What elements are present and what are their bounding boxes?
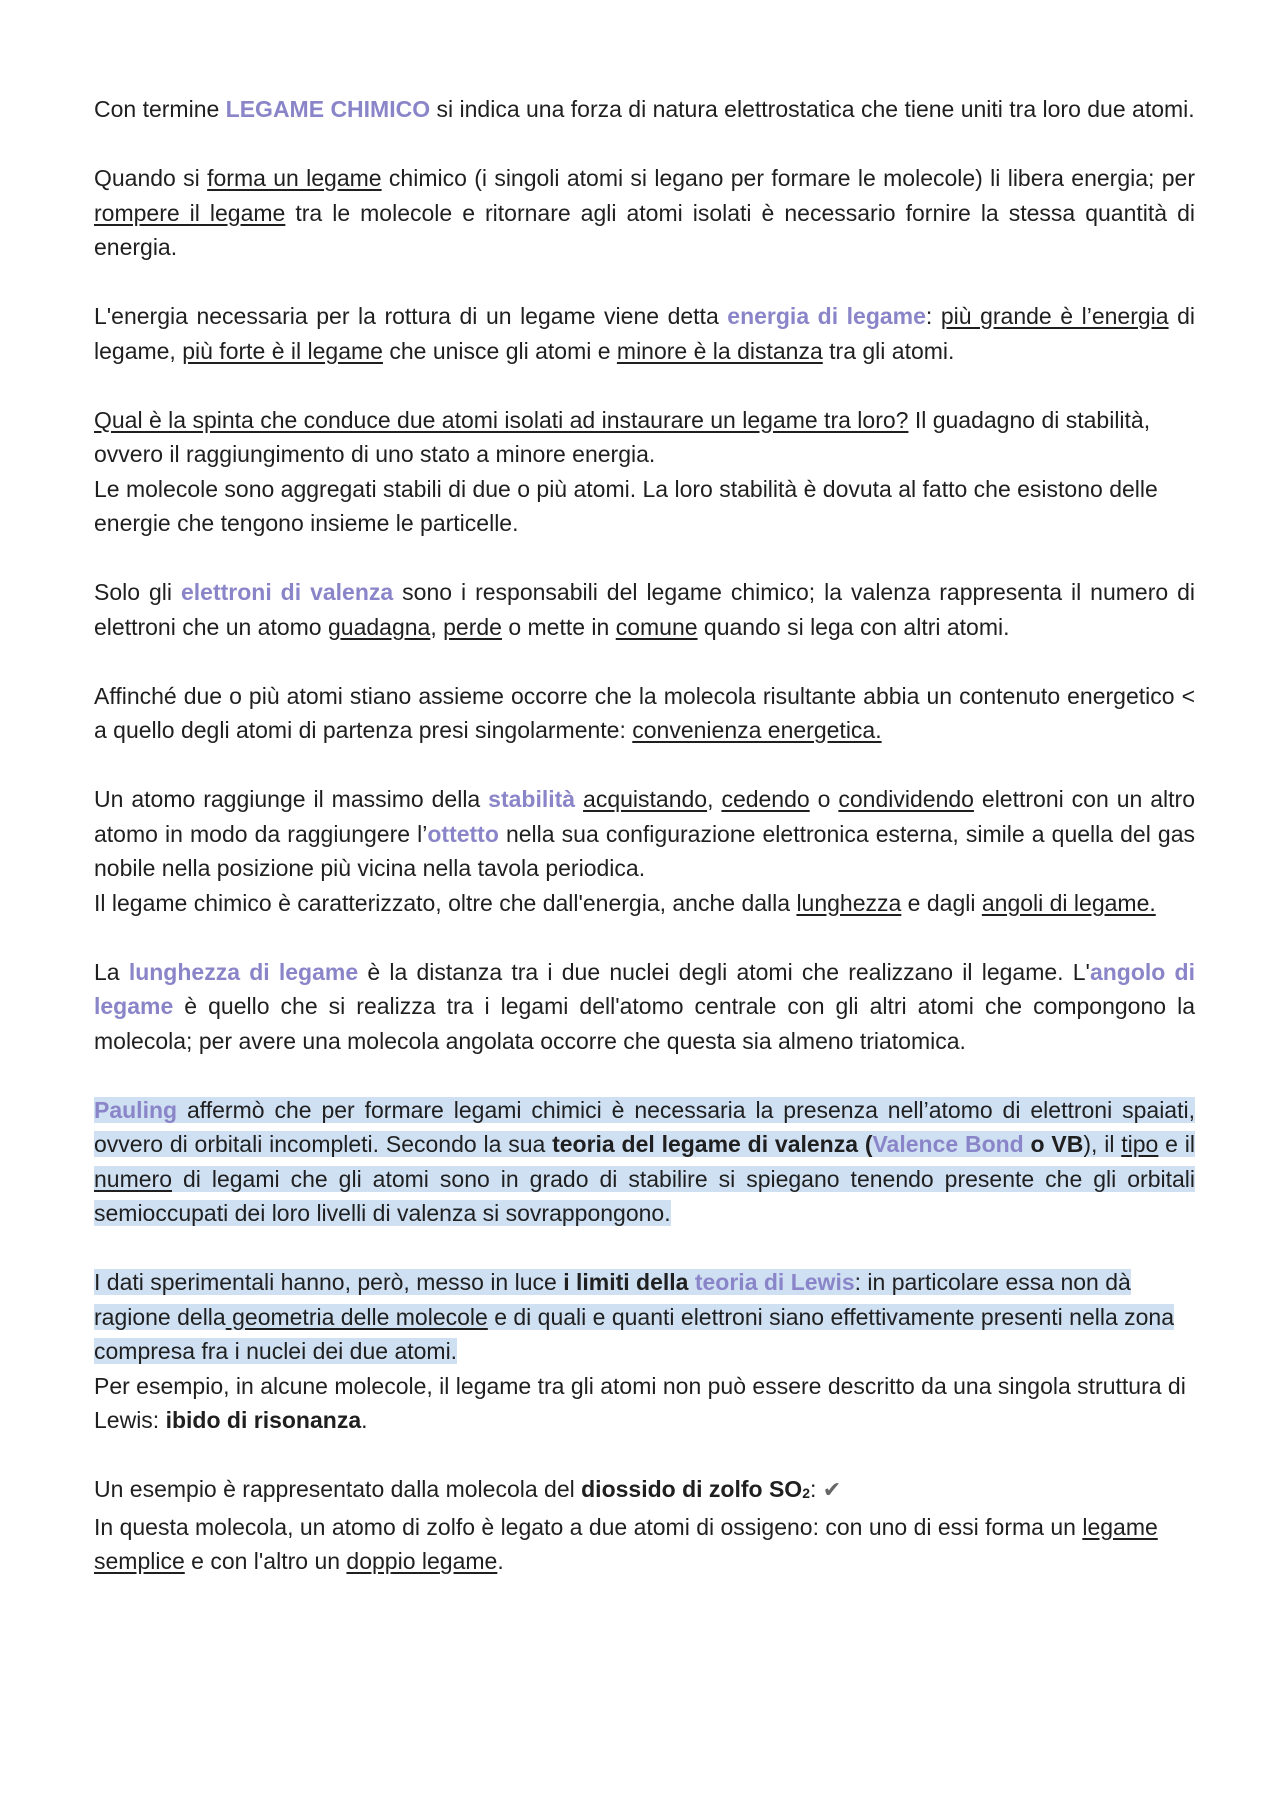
text: Con termine — [94, 96, 226, 122]
text: e il — [1158, 1131, 1195, 1157]
underlined-text: più grande è l’energia — [940, 303, 1169, 329]
text: : in particolare essa non dà ragione della — [94, 1269, 1131, 1330]
underlined-text: legame semplice — [94, 1513, 1158, 1574]
text: La — [94, 958, 129, 985]
paragraph-risonanza — [94, 1369, 1195, 1438]
text: o — [809, 786, 839, 812]
text: nella sua configurazione elettronica esterna, simile a quella del gas nobile nella posizione più vicina nella tavola periodica. — [94, 820, 1195, 881]
bold-text: i limiti della — [563, 1269, 689, 1295]
text: Quando si — [94, 165, 208, 191]
underlined-text: perde — [443, 613, 502, 640]
text: è quello che si realizza tra i legami dell'atomo centrale con gli altri atomi che compongono la molecola; per avere una molecola angolata occorre che questa sia almeno triatomica. — [94, 993, 1195, 1054]
term-energia-di-legame: energia di legame — [727, 303, 926, 329]
text: sono i responsabili del legame chimico; la valenza rappresenta il numero di elettroni che un atomo — [94, 579, 1196, 640]
text: e di quali e quanti elettroni siano effettivamente presenti nella zona compresa fra i nuclei dei due atomi. — [94, 1303, 1175, 1364]
underlined-text: angoli di legame. — [981, 889, 1156, 916]
text: chimico (i singoli atomi si legano per formare le molecole) li libera energia; per — [381, 165, 1195, 191]
term-legame-chimico: LEGAME CHIMICO — [225, 96, 431, 122]
term-teoria-di-lewis: teoria di Lewis — [694, 1269, 855, 1295]
bold-text: ibido di risonanza — [165, 1407, 362, 1433]
underlined-text: minore è la distanza — [616, 337, 823, 364]
text: Le molecole sono aggregati stabili di due o più atomi. La loro stabilità è dovuta al fatto che esistono delle energie che tengono insieme le particelle. — [94, 475, 1158, 536]
paragraph-molecole — [94, 472, 1195, 541]
paragraph-esempio-so2 — [94, 1472, 1195, 1510]
underlined-text: più forte è il legame — [182, 337, 383, 364]
text: Solo gli — [94, 579, 181, 605]
text: elettroni con un altro atomo in modo da raggiungere l’ — [94, 786, 1195, 847]
underlined-text: doppio legame — [346, 1548, 498, 1574]
term-lunghezza-di-legame: lunghezza di legame — [128, 958, 359, 985]
paragraph-ottetto — [94, 782, 1195, 886]
text: quando si lega con altri atomi. — [697, 613, 1010, 640]
paragraph-elettroni-valenza — [94, 575, 1195, 644]
text: di legame, — [94, 303, 1196, 364]
underlined-text: lunghezza — [796, 889, 902, 916]
subscript: 2 — [802, 1485, 810, 1501]
text: di legami che gli atomi sono in grado di stabilire si spiegano tenendo presente che gli orbitali semioccupati dei loro livelli di valenza si sovrappongono. — [94, 1165, 1195, 1226]
text: , — [707, 786, 722, 812]
text: : — [925, 303, 941, 329]
paragraph-energia-di-legame — [94, 299, 1195, 368]
text: o mette in — [501, 613, 616, 640]
text: tra le molecole e ritornare agli atomi isolati è necessario fornire la stessa quantità di energia. — [94, 199, 1195, 260]
paragraph-spinta-stabilita — [94, 403, 1195, 472]
text — [575, 786, 583, 812]
text: e con l'altro un — [184, 1548, 347, 1574]
text: , — [430, 613, 444, 640]
underlined-text: condividendo — [838, 786, 974, 812]
underlined-text: comune — [615, 613, 698, 640]
underlined-question: Qual è la spinta che conduce due atomi isolati ad instaurare un legame tra loro? — [94, 406, 909, 433]
underlined-text: geometria delle molecole — [225, 1303, 488, 1330]
text: I dati sperimentali hanno, però, messo in luce — [94, 1269, 564, 1295]
paragraph-zolfo-ossigeno — [94, 1510, 1195, 1579]
bold-text: teoria del legame di valenza ( — [552, 1131, 873, 1157]
document-body — [94, 92, 1195, 1579]
underlined-text: guadagna — [327, 613, 431, 640]
text: Affinché due o più atomi stiano assieme occorre che la molecola risultante abbia un contenuto energetico < a quello degli atomi di partenza presi singolarmente: — [94, 682, 1195, 743]
text: . — [497, 1548, 504, 1574]
paragraph-pauling — [94, 1093, 1195, 1231]
term-valence-bond: Valence Bond — [872, 1131, 1024, 1157]
text: è la distanza tra i due nuclei degli atomi che realizzano il legame. L' — [358, 958, 1090, 985]
paragraph-convenienza-energetica — [94, 679, 1195, 748]
paragraph-caratteristiche-legame — [94, 886, 1195, 921]
text: . — [361, 1407, 368, 1433]
text: affermò che per formare legami chimici è necessaria la presenza nell’atomo di elettroni spaiati, ovvero di orbitali incompleti. Secondo la sua — [94, 1096, 1195, 1157]
term-elettroni-di-valenza: elettroni di valenza — [180, 579, 394, 605]
text: si indica una forza di natura elettrostatica che tiene uniti tra loro due atomi. — [430, 96, 1195, 122]
term-pauling: Pauling — [94, 1096, 178, 1123]
paragraph-lunghezza-angolo — [94, 955, 1195, 1059]
text: L'energia necessaria per la rottura di un legame viene detta — [94, 303, 728, 329]
text: Il legame chimico è caratterizzato, oltre che dall'energia, anche dalla — [94, 889, 797, 916]
underlined-text: tipo — [1121, 1131, 1159, 1157]
underlined-forma-legame: forma un legame — [207, 165, 382, 191]
paragraph-energia-liberata — [94, 161, 1195, 265]
bold-text: diossido di zolfo SO — [581, 1476, 803, 1502]
underlined-text: acquistando — [583, 786, 708, 812]
paragraph-legame-chimico — [94, 92, 1195, 127]
underlined-text: cedendo — [721, 786, 810, 812]
underlined-rompere-legame: rompere il legame — [94, 199, 286, 226]
check-mark-icon: ✔ — [822, 1477, 842, 1502]
text: Il guadagno di stabilità, ovvero il raggiungimento di uno stato a minore energia. — [94, 406, 1151, 467]
text: tra gli atomi. — [822, 337, 955, 364]
bold-text: o VB — [1023, 1131, 1084, 1157]
term-angolo-di-legame: angolo di legame — [94, 958, 1195, 1019]
term-ottetto: ottetto — [427, 820, 499, 847]
text: Un atomo raggiunge il massimo della — [94, 786, 489, 812]
text: e dagli — [901, 889, 982, 916]
text: Un esempio è rappresentato dalla molecola del — [94, 1476, 582, 1502]
text: : — [809, 1476, 823, 1502]
text: Per esempio, in alcune molecole, il legame tra gli atomi non può essere descritto da una singola struttura di Lewis: — [94, 1372, 1186, 1433]
paragraph-limiti-lewis — [94, 1265, 1195, 1369]
text: In questa molecola, un atomo di zolfo è legato a due atomi di ossigeno: con uno di essi forma un — [94, 1513, 1083, 1540]
term-stabilita: stabilità — [488, 786, 576, 812]
underlined-text: convenienza energetica. — [632, 717, 882, 743]
text: che unisce gli atomi e — [382, 337, 617, 364]
text: ), il — [1083, 1131, 1122, 1157]
underlined-text: numero — [94, 1165, 172, 1192]
